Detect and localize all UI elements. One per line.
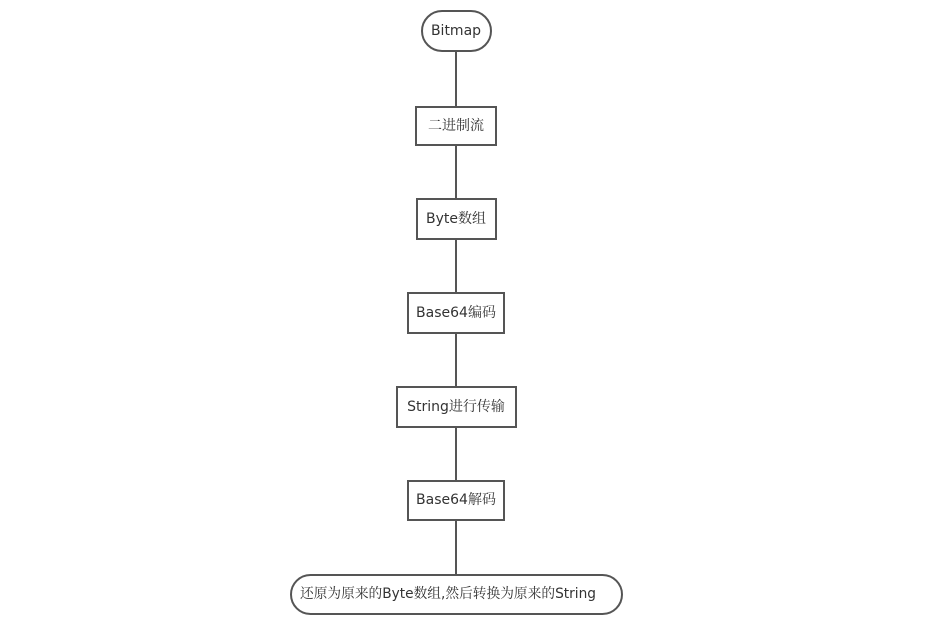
node-bitmap [422, 11, 491, 51]
node-base64-encode-label: Base64编码 [416, 305, 496, 321]
node-binary-stream-label: 二进制流 [428, 118, 484, 134]
node-restore [291, 575, 622, 614]
node-string-transfer-label: String进行传输 [407, 399, 505, 415]
node-byte-array-label: Byte数组 [426, 211, 486, 227]
node-binary-stream [416, 107, 496, 145]
node-string-transfer [397, 387, 516, 427]
node-base64-decode [408, 481, 504, 520]
node-byte-array [417, 199, 496, 239]
node-bitmap-label: Bitmap [430, 23, 482, 39]
node-base64-decode-label: Base64解码 [416, 492, 496, 508]
node-base64-encode [408, 293, 504, 333]
node-restore-label: 还原为原来的Byte数组,然后转换为原来的String [300, 586, 603, 602]
